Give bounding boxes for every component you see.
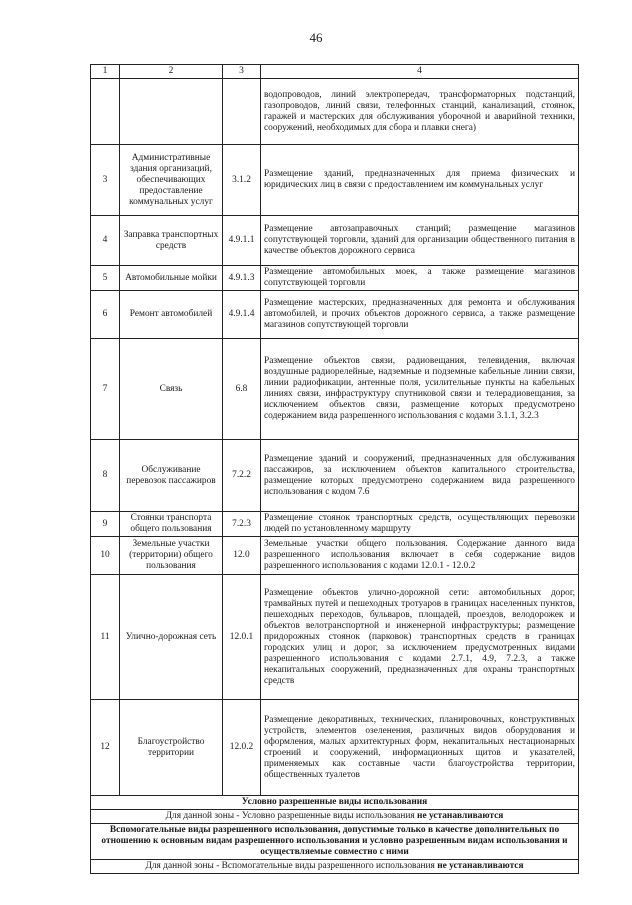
page-number: 46 xyxy=(309,30,323,45)
use-type-description: Земельные участки общего пользования. Содержание данного вида разрешенного использования включает в себя содержание видов разрешенного использования с кодами 12.0.1 - 12.0.2 xyxy=(261,537,579,575)
table-row xyxy=(91,440,579,512)
row-number: 10 xyxy=(91,537,120,575)
use-type-name: Благоустройство территории xyxy=(120,700,223,796)
auxiliary-heading: Вспомогательные виды разрешенного использования, допустимые только в качестве дополнительных по отношению к основным видам разрешенного использования и условно разрешенным видам использования и осуществляемые совместно с ними xyxy=(101,825,568,857)
table-row xyxy=(91,537,579,575)
use-type-description: Размещение мастерских, предназначенных для ремонта и обслуживания автомобилей, и прочих объектов дорожного сервиса, а также размещение магазинов сопутствующей торговли xyxy=(261,291,579,339)
use-type-description: Размещение автозаправочных станций; размещение магазинов сопутствующей торговли, зданий для организации общественного питания в качестве объектов дорожного сервиса xyxy=(261,216,579,266)
table-row xyxy=(91,291,579,339)
use-type-code: 7.2.2 xyxy=(223,440,261,512)
row-number: 11 xyxy=(91,575,120,700)
table-row xyxy=(91,339,579,440)
use-type-name: Обслуживание перевозок пассажиров xyxy=(120,440,223,512)
header-col-1: 1 xyxy=(91,65,120,79)
use-type-name: Заправка транспортных средств xyxy=(120,216,223,266)
auxiliary-note-bold: не устанавливаются xyxy=(437,861,524,871)
use-type-description: водопроводов, линий электропередач, трансформаторных подстанций, газопроводов, линий связи, телефонных станций, канализаций, стоянок, гаражей и мастерских для обслуживания уборочной и аварийной техники, сооружений, необходимых для сбора и плавки снега) xyxy=(261,79,579,145)
use-type-name xyxy=(120,79,223,145)
use-type-name: Связь xyxy=(120,339,223,440)
use-type-code xyxy=(223,79,261,145)
header-col-2: 2 xyxy=(120,65,223,79)
use-type-name: Стоянки транспорта общего пользования xyxy=(120,512,223,537)
table-row xyxy=(91,512,579,537)
use-type-code: 4.9.1.4 xyxy=(223,291,261,339)
use-type-name: Земельные участки (территории) общего пользования xyxy=(120,537,223,575)
use-type-name: Улично-дорожная сеть xyxy=(120,575,223,700)
use-type-code: 12.0 xyxy=(223,537,261,575)
use-type-code: 6.8 xyxy=(223,339,261,440)
use-type-code: 3.1.2 xyxy=(223,145,261,216)
use-type-code: 7.2.3 xyxy=(223,512,261,537)
conditional-heading-row-cell xyxy=(91,796,579,810)
table-header-row xyxy=(91,65,579,79)
table-row xyxy=(91,79,579,145)
row-number: 3 xyxy=(91,145,120,216)
use-type-description: Размещение объектов связи, радиовещания, телевидения, включая воздушные радиорелейные, надземные и подземные кабельные линии связи, линии радиофикации, антенные поля, усилительные пункты на кабельных линиях связи, инфраструктуру спутниковой связи и телерадиовещания, за исключением объектов связи, размещение которых предусмотрено содержанием вида разрешенного использования с кодами 3.1.1, 3.2.3 xyxy=(261,339,579,440)
use-type-description: Размещение автомобильных моек, а также размещение магазинов сопутствующей торговли xyxy=(261,266,579,291)
use-type-description: Размещение зданий и сооружений, предназначенных для обслуживания пассажиров, за исключением объектов капитального строительства, размещение которых предусмотрено содержанием вида разрешенного использования с кодом 7.6 xyxy=(261,440,579,512)
use-type-code: 4.9.1.1 xyxy=(223,216,261,266)
table-row xyxy=(91,575,579,700)
conditional-heading: Условно разрешенные виды использования xyxy=(241,797,428,807)
row-number: 6 xyxy=(91,291,120,339)
use-type-name: Административные здания организаций, обеспечивающих предоставление коммунальных услуг xyxy=(120,145,223,216)
conditional-note: Для данной зоны - Условно разрешенные виды использования xyxy=(165,811,418,821)
use-type-code: 12.0.2 xyxy=(223,700,261,796)
use-type-description: Размещение стоянок транспортных средств, осуществляющих перевозки людей по установленному маршруту xyxy=(261,512,579,537)
use-type-description: Размещение декоративных, технических, планировочных, конструктивных устройств, элементов озеленения, различных видов оборудования и оформления, малых архитектурных форм, некапитальных нестационарных строений и сооружений, информационных щитов и указателей, применяемых как составные части благоустройства территории, общественных туалетов xyxy=(261,700,579,796)
table-row xyxy=(91,216,579,266)
header-col-3: 3 xyxy=(223,65,261,79)
row-number: 9 xyxy=(91,512,120,537)
auxiliary-note-row-cell xyxy=(91,860,579,874)
auxiliary-note: Для данной зоны - Вспомогательные виды разрешенного использования xyxy=(145,861,438,871)
table-row xyxy=(91,145,579,216)
row-number: 4 xyxy=(91,216,120,266)
land-use-table xyxy=(90,64,579,874)
use-type-name: Ремонт автомобилей xyxy=(120,291,223,339)
table-row xyxy=(91,700,579,796)
use-type-name: Автомобильные мойки xyxy=(120,266,223,291)
row-number: 7 xyxy=(91,339,120,440)
header-col-4: 4 xyxy=(261,65,579,79)
auxiliary-heading-row xyxy=(91,824,579,860)
use-type-description: Размещение объектов улично-дорожной сети: автомобильных дорог, трамвайных путей и пешеходных тротуаров в границах населенных пунктов, пешеходных переходов, бульваров, площадей, проездов, велодорожек и объектов велотранспортной и инженерной инфраструктуры; размещение придорожных стоянок (парковок) транспортных средств в границах городских улиц и дорог, за исключением предусмотренных видами разрешенного использования с кодами 2.7.1, 4.9, 7.2.3, а также некапитальных сооружений, предназначенных для охраны транспортных средств xyxy=(261,575,579,700)
conditional-note-row xyxy=(91,810,579,824)
conditional-heading-row xyxy=(91,796,579,810)
row-number: 12 xyxy=(91,700,120,796)
auxiliary-note-row xyxy=(91,860,579,874)
row-number: 8 xyxy=(91,440,120,512)
row-number: 5 xyxy=(91,266,120,291)
auxiliary-heading-row-cell xyxy=(91,824,579,860)
conditional-note-bold: не устанавливаются xyxy=(417,811,504,821)
conditional-note-row-cell xyxy=(91,810,579,824)
use-type-description: Размещение зданий, предназначенных для приема физических и юридических лиц в связи с предоставлением им коммунальных услуг xyxy=(261,145,579,216)
use-type-code: 4.9.1.3 xyxy=(223,266,261,291)
table-row xyxy=(91,266,579,291)
row-number xyxy=(91,79,120,145)
use-type-code: 12.0.1 xyxy=(223,575,261,700)
